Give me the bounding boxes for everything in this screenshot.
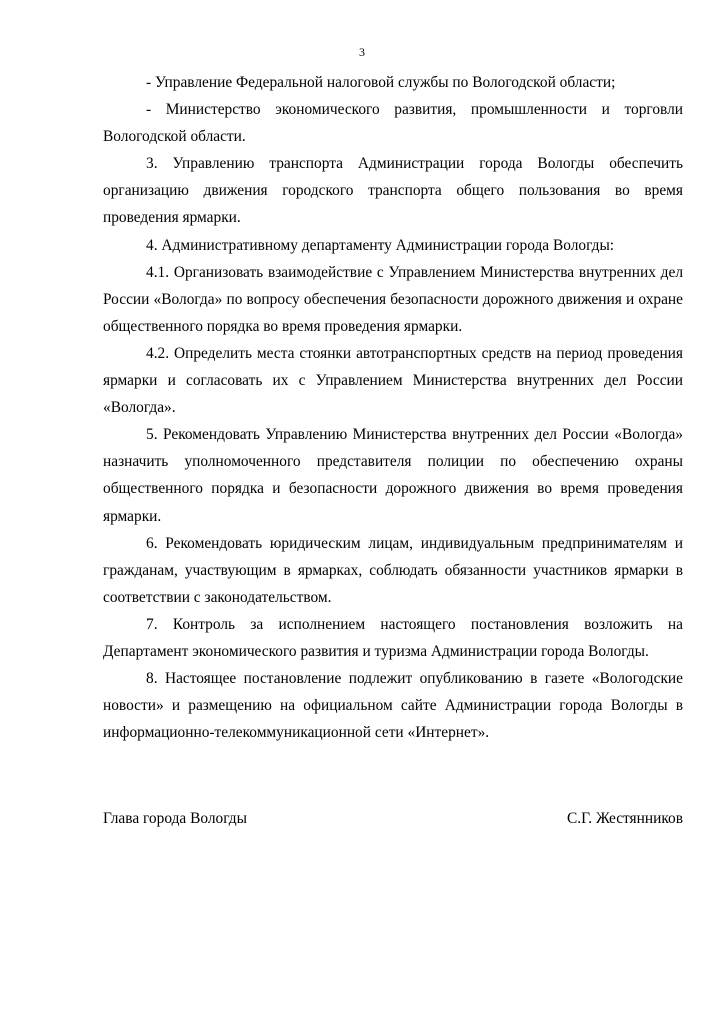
signatory-name: С.Г. Жестянников xyxy=(567,810,683,827)
paragraph-item-4-2: 4.2. Определить места стоянки автотранспортных средств на период проведения ярмарки и согласовать их с Управлением Министерства внутренних дел России «Вологда». xyxy=(103,344,683,417)
paragraph-item-7: 7. Контроль за исполнением настоящего постановления возложить на Департамент экономического развития и туризма Администрации города Вологды. xyxy=(103,615,683,660)
page-number: 3 xyxy=(359,45,365,59)
paragraph-ministry-economy: - Министерство экономического развития, промышленности и торговли Вологодской области. xyxy=(103,101,683,146)
paragraph-item-6: 6. Рекомендовать юридическим лицам, индивидуальным предпринимателям и гражданам, участвующим в ярмарках, соблюдать обязанности участников ярмарки в соответствии с законодательством. xyxy=(103,534,683,606)
paragraph-item-3: 3. Управлению транспорта Администрации города Вологды обеспечить организацию движения городского транспорта общего пользования во время проведения ярмарки. xyxy=(103,155,683,227)
signature-block xyxy=(103,805,683,832)
paragraph-item-8: 8. Настоящее постановление подлежит опубликованию в газете «Вологодские новости» и размещению на официальном сайте Администрации города Вологды в информационно-телекоммуникационной сети «Интернет». xyxy=(103,670,683,742)
paragraph-item-4-1: 4.1. Организовать взаимодействие с Управлением Министерства внутренних дел России «Вологда» по вопросу обеспечения безопасности дорожного движения и охране общественного порядка во время проведения ярмарки. xyxy=(103,263,683,335)
paragraph-item-4: 4. Административному департаменту Администрации города Вологды: xyxy=(146,236,615,254)
paragraph-tax-service: - Управление Федеральной налоговой службы по Вологодской области; xyxy=(146,74,616,91)
signatory-position: Глава города Вологды xyxy=(103,810,247,827)
document-body xyxy=(103,69,683,746)
paragraph-item-5: 5. Рекомендовать Управлению Министерства внутренних дел России «Вологда» назначить уполномоченного представителя полиции по обеспечению охраны общественного порядка и безопасности дорожного движения во время проведения ярмарки. xyxy=(103,426,683,525)
